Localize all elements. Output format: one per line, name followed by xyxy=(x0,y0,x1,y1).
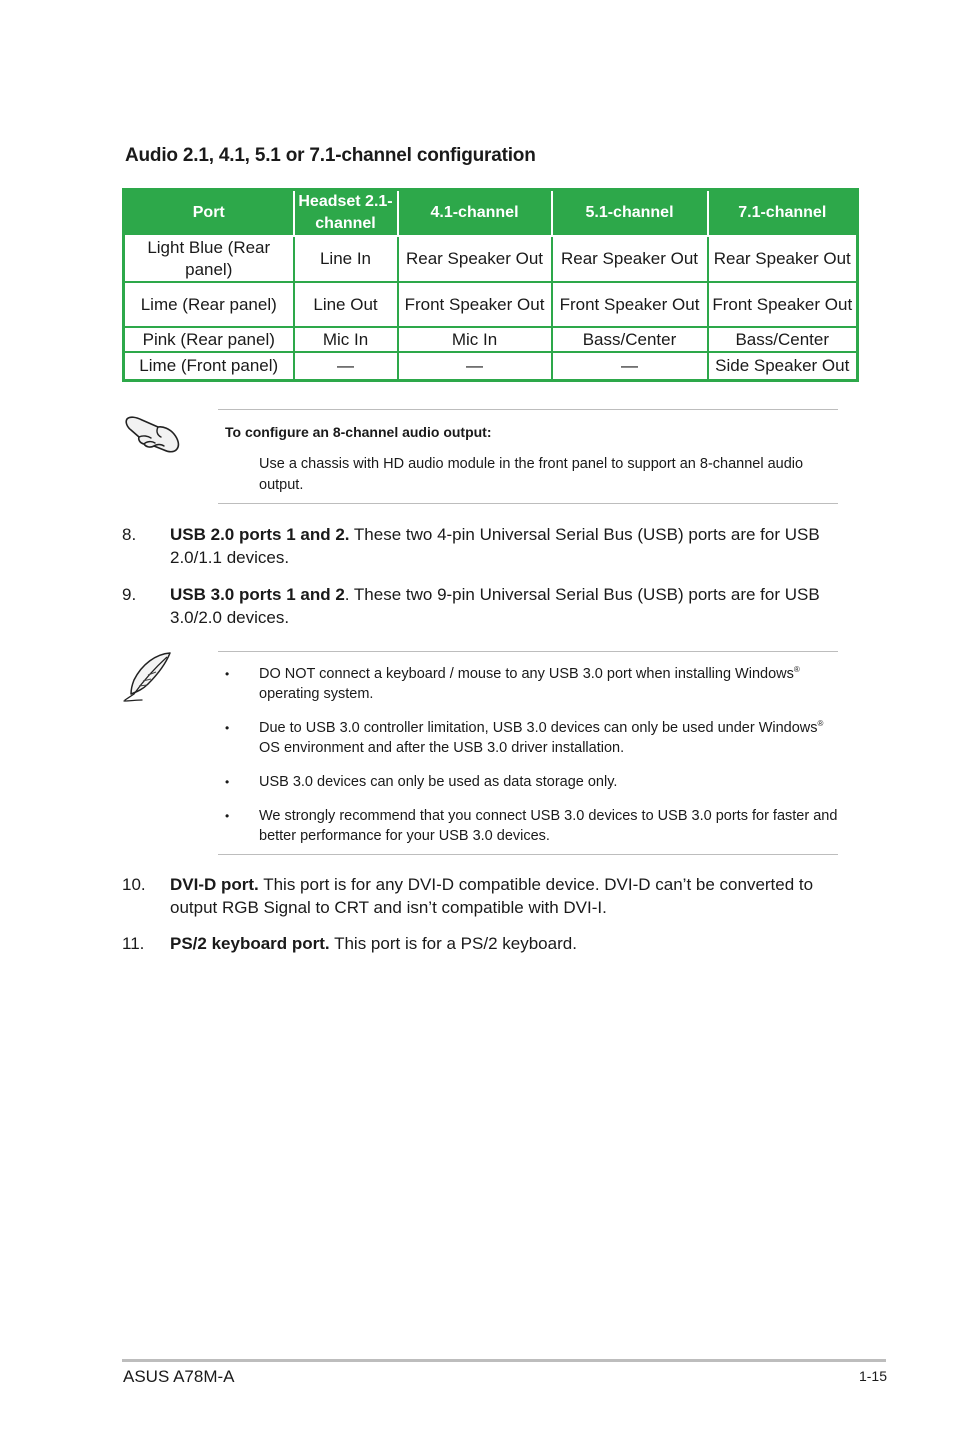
note-box xyxy=(218,651,838,855)
footer-product-name: ASUS A78M-A xyxy=(123,1367,235,1386)
section-title: Audio 2.1, 4.1, 5.1 or 7.1-channel configuration xyxy=(125,145,536,166)
table-row xyxy=(124,236,858,282)
bullet-dot: • xyxy=(225,667,230,681)
table-row xyxy=(124,282,858,327)
table-header-row xyxy=(124,190,858,237)
item-description: This port is for a PS/2 keyboard. xyxy=(329,934,577,953)
table-cell: Front Speaker Out xyxy=(398,282,552,327)
table-cell: Side Speaker Out xyxy=(708,352,858,380)
item-number: 10. xyxy=(122,875,146,894)
bullet-text-part: Due to USB 3.0 controller limitation, USB 3.0 devices can only be used under Windows xyxy=(259,720,818,736)
bullet-dot: • xyxy=(225,721,230,735)
bullet-text-part: operating system. xyxy=(259,686,374,702)
header-7-1: 7.1-channel xyxy=(708,190,858,237)
item-number: 9. xyxy=(122,585,137,604)
table-cell: Mic In xyxy=(398,327,552,352)
item-text xyxy=(170,932,837,955)
registered-mark: ® xyxy=(793,665,800,674)
header-headset: Headset 2.1-channel xyxy=(294,190,398,237)
audio-config-table xyxy=(122,188,859,382)
table-cell: Bass/Center xyxy=(552,327,708,352)
table-cell: — xyxy=(398,352,552,380)
pointing-hand-icon xyxy=(124,410,184,454)
table-cell: — xyxy=(552,352,708,380)
item-heading: USB 3.0 ports 1 and 2 xyxy=(170,585,345,604)
bullet-text-part: DO NOT connect a keyboard / mouse to any USB 3.0 port when installing Windows xyxy=(259,666,794,682)
header-4-1: 4.1-channel xyxy=(398,190,552,237)
bullet-text: We strongly recommend that you connect USB 3.0 devices to USB 3.0 ports for faster and better performance for your USB 3.0 devices. xyxy=(259,808,838,844)
item-description: This port is for any DVI-D compatible device. DVI-D can’t be converted to output RGB Signal to CRT and isn’t compatible with DVI-I. xyxy=(170,875,814,917)
bullet-text xyxy=(259,718,839,758)
table-cell: Rear Speaker Out xyxy=(398,236,552,282)
table-cell: Mic In xyxy=(294,327,398,352)
item-text xyxy=(170,523,837,569)
bullet-text: USB 3.0 devices can only be used as data storage only. xyxy=(259,774,618,790)
table-cell: Bass/Center xyxy=(708,327,858,352)
table-row xyxy=(124,352,858,380)
bullet-dot: • xyxy=(225,809,230,823)
table-cell: Front Speaker Out xyxy=(708,282,858,327)
item-text xyxy=(170,583,837,629)
header-port: Port xyxy=(124,190,294,237)
table-cell: Light Blue (Rear panel) xyxy=(124,236,294,282)
table-cell: Line Out xyxy=(294,282,398,327)
footer-rule xyxy=(122,1359,886,1362)
item-heading: USB 2.0 ports 1 and 2. xyxy=(170,525,350,544)
note-box xyxy=(218,409,838,504)
item-number: 8. xyxy=(122,525,137,544)
registered-mark: ® xyxy=(817,719,824,728)
bullet-text xyxy=(259,664,839,704)
table-cell: Pink (Rear panel) xyxy=(124,327,294,352)
item-number: 11. xyxy=(122,934,145,953)
table-row xyxy=(124,327,858,352)
bullet-dot: • xyxy=(225,775,230,789)
bullet-text-part: OS environment and after the USB 3.0 driver installation. xyxy=(259,740,625,756)
header-5-1: 5.1-channel xyxy=(552,190,708,237)
table-cell: Rear Speaker Out xyxy=(552,236,708,282)
item-text xyxy=(170,873,837,919)
table-cell: Lime (Rear panel) xyxy=(124,282,294,327)
table-cell: Line In xyxy=(294,236,398,282)
table-cell: Rear Speaker Out xyxy=(708,236,858,282)
item-heading: DVI-D port. xyxy=(170,875,259,894)
page-number: 1-15 xyxy=(858,1368,887,1384)
item-description: These two 4-pin Universal Serial Bus (USB) ports are for USB 2.0/1.1 devices. xyxy=(170,525,820,567)
note-title: To configure an 8-channel audio output: xyxy=(225,424,492,440)
feather-pen-icon xyxy=(120,650,174,704)
item-description: . These two 9-pin Universal Serial Bus (USB) ports are for USB 3.0/2.0 devices. xyxy=(170,585,820,627)
table-cell: — xyxy=(294,352,398,380)
item-heading: PS/2 keyboard port. xyxy=(170,934,330,953)
table-cell: Front Speaker Out xyxy=(552,282,708,327)
note-body: Use a chassis with HD audio module in the front panel to support an 8-channel audio output. xyxy=(259,456,804,493)
table-cell: Lime (Front panel) xyxy=(124,352,294,380)
